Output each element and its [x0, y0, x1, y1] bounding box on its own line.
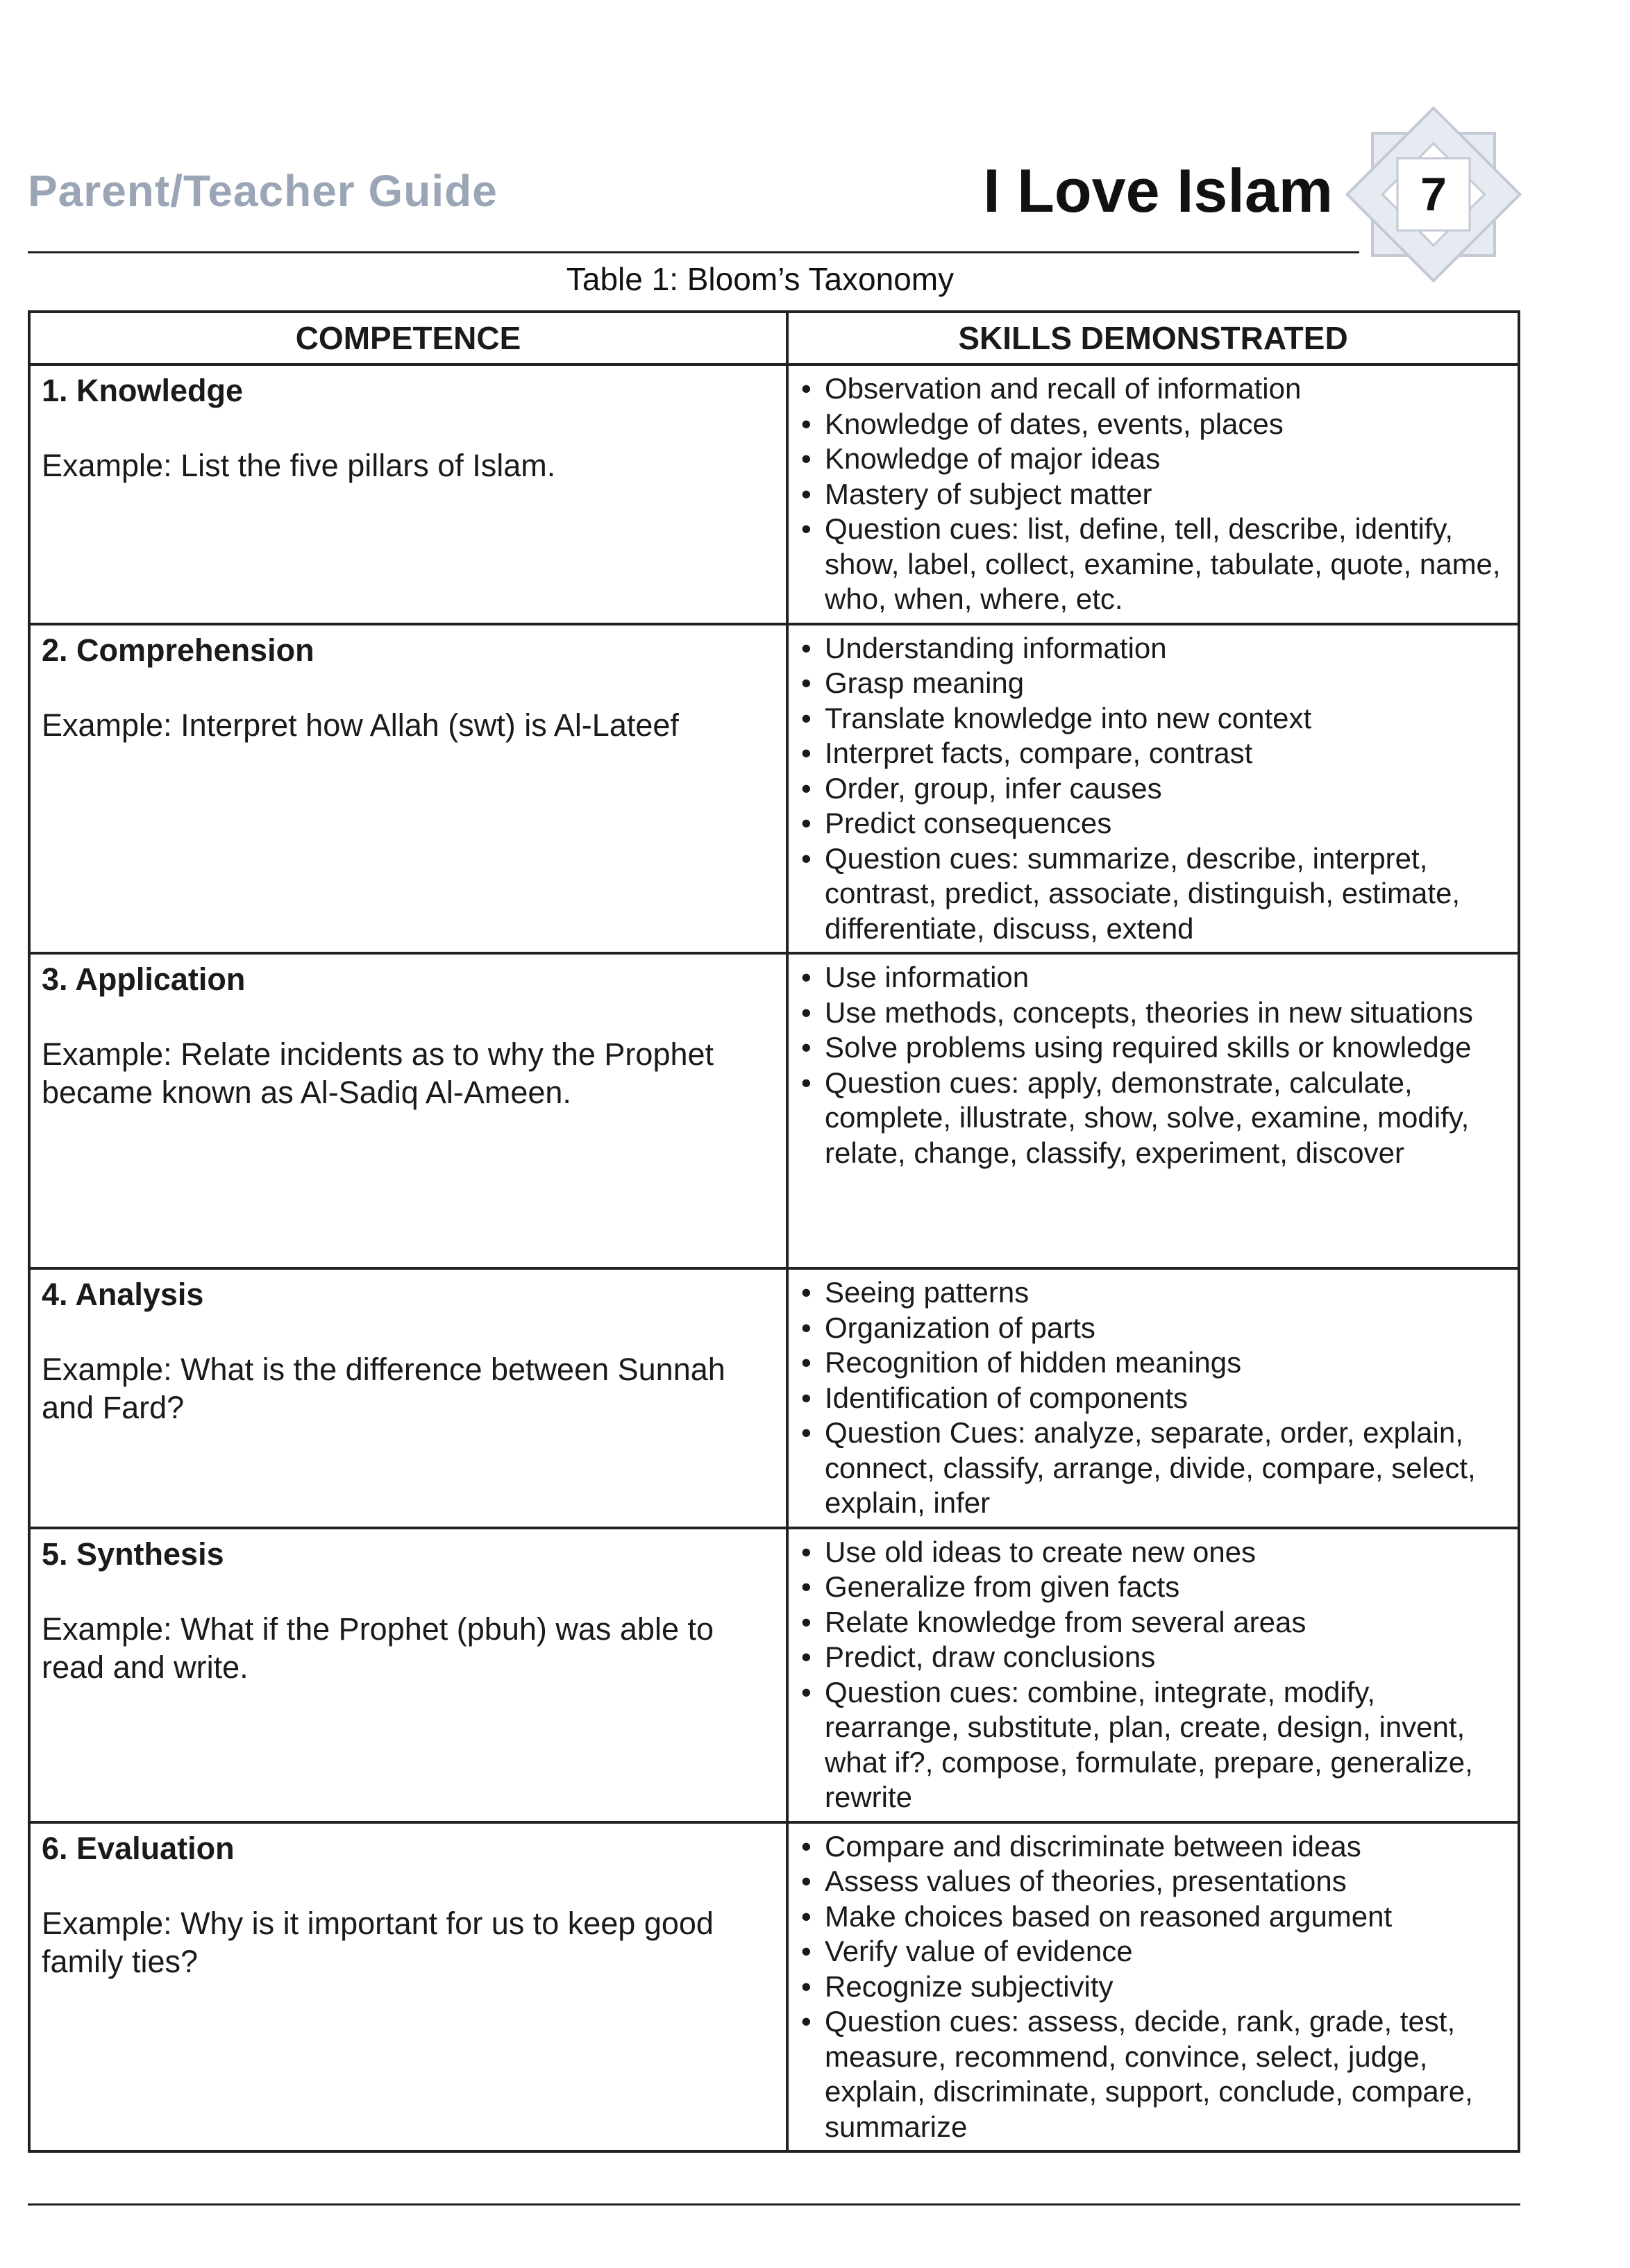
skill-text: Predict consequences: [825, 807, 1112, 839]
skill-item: [798, 1899, 1509, 1935]
skill-item: [798, 1969, 1509, 2005]
skill-text: Interpret facts, compare, contrast: [825, 737, 1253, 769]
skill-item: [798, 701, 1509, 737]
bullet-icon: •: [801, 1311, 812, 1344]
skill-item: [798, 477, 1509, 512]
bullet-icon: •: [801, 477, 812, 510]
bullet-icon: •: [801, 512, 812, 545]
bullet-icon: •: [801, 961, 812, 993]
competence-title: 4. Analysis: [42, 1277, 204, 1312]
footer-divider: [28, 2203, 1520, 2206]
bullet-icon: •: [801, 1031, 812, 1064]
skill-text: Question cues: combine, integrate, modify, rearrange, substitute, plan, create, design, invent, what if?, compose, formulate, prepare, generalize, rewrite: [825, 1675, 1473, 1813]
skill-item: [798, 1311, 1509, 1346]
skill-text: Question cues: apply, demonstrate, calculate, complete, illustrate, show, solve, examine, modify, relate, change, classify, experiment, discover: [825, 1066, 1470, 1169]
skill-text: Mastery of subject matter: [825, 477, 1152, 510]
skill-text: Observation and recall of information: [825, 372, 1302, 405]
skill-text: Recognize subjectivity: [825, 1969, 1114, 2003]
bullet-icon: •: [801, 1865, 812, 1897]
skill-item: [798, 1675, 1509, 1815]
skill-text: Seeing patterns: [825, 1276, 1030, 1309]
skill-text: Question Cues: analyze, separate, order, explain, connect, classify, arrange, divide, compare, select, explain, infer: [825, 1416, 1476, 1519]
bullet-icon: •: [801, 1570, 812, 1603]
skill-item: [798, 1605, 1509, 1640]
skill-text: Translate knowledge into new context: [825, 701, 1312, 734]
competence-cell: [29, 624, 787, 954]
bullet-icon: •: [801, 1675, 812, 1708]
skill-text: Question cues: summarize, describe, interpret, contrast, predict, associate, distinguish, estimate, differentiate, discuss, extend: [825, 841, 1461, 945]
skill-item: [798, 666, 1509, 701]
bullet-icon: •: [801, 1640, 812, 1673]
competence-example: Example: What is the difference between Sunnah and Fard?: [42, 1352, 725, 1425]
skill-item: [798, 960, 1509, 996]
bullet-icon: •: [801, 442, 812, 475]
bullet-icon: •: [801, 666, 812, 699]
skill-item: [798, 1275, 1509, 1311]
skill-item: [798, 736, 1509, 771]
bullet-icon: •: [801, 1935, 812, 1967]
skills-list: [798, 371, 1509, 617]
blooms-taxonomy-table: [28, 310, 1520, 2153]
skills-cell: [787, 624, 1519, 954]
table-row: [29, 1268, 1519, 1528]
skills-list: [798, 631, 1509, 947]
table-row: [29, 953, 1519, 1268]
bullet-icon: •: [801, 631, 812, 664]
table-row: [29, 364, 1519, 624]
skill-item: [798, 1345, 1509, 1381]
skill-text: Recognition of hidden meanings: [825, 1346, 1242, 1379]
skill-item: [798, 1030, 1509, 1066]
column-header-skills: SKILLS DEMONSTRATED: [787, 312, 1519, 364]
book-title: I Love Islam: [983, 156, 1333, 225]
skill-text: Relate knowledge from several areas: [825, 1605, 1306, 1638]
skill-item: [798, 1381, 1509, 1416]
skill-text: Compare and discriminate between ideas: [825, 1829, 1361, 1863]
competence-title: 3. Application: [42, 961, 246, 997]
skill-text: Grasp meaning: [825, 666, 1025, 699]
bullet-icon: •: [801, 1416, 812, 1449]
header-divider: [28, 251, 1359, 253]
skill-item: [798, 407, 1509, 442]
bullet-icon: •: [801, 2005, 812, 2038]
bullet-icon: •: [801, 407, 812, 440]
bullet-icon: •: [801, 372, 812, 405]
skill-item: [798, 1829, 1509, 1865]
skill-item: [798, 2004, 1509, 2144]
skill-text: Organization of parts: [825, 1311, 1095, 1344]
competence-cell: [29, 1528, 787, 1822]
skills-cell: [787, 1528, 1519, 1822]
skill-text: Knowledge of dates, events, places: [825, 407, 1284, 440]
skill-item: [798, 1640, 1509, 1675]
competence-cell: [29, 1822, 787, 2152]
bullet-icon: •: [801, 1066, 812, 1099]
skill-text: Verify value of evidence: [825, 1935, 1133, 1967]
competence-example: Example: What if the Prophet (pbuh) was able to read and write.: [42, 1611, 714, 1685]
table-row: [29, 1528, 1519, 1822]
skill-item: [798, 1570, 1509, 1605]
skill-text: Generalize from given facts: [825, 1570, 1180, 1603]
skill-text: Question cues: assess, decide, rank, grade, test, measure, recommend, convince, select, judge, explain, discriminate, support, conclude, compare, summarize: [825, 2005, 1473, 2143]
skill-item: [798, 442, 1509, 477]
skill-item: [798, 806, 1509, 841]
bullet-icon: •: [801, 701, 812, 734]
bullet-icon: •: [801, 1829, 812, 1863]
skill-text: Solve problems using required skills or knowledge: [825, 1031, 1472, 1064]
skill-text: Identification of components: [825, 1381, 1188, 1414]
skills-cell: [787, 364, 1519, 624]
bullet-icon: •: [801, 1276, 812, 1309]
skills-list: [798, 1535, 1509, 1815]
competence-example: Example: List the five pillars of Islam.: [42, 448, 556, 483]
skill-text: Understanding information: [825, 631, 1167, 664]
skills-list: [798, 1275, 1509, 1521]
skill-text: Assess values of theories, presentations: [825, 1865, 1347, 1897]
bullet-icon: •: [801, 1535, 812, 1568]
competence-cell: [29, 364, 787, 624]
bullet-icon: •: [801, 737, 812, 769]
competence-example: Example: Interpret how Allah (swt) is Al-Lateef: [42, 707, 679, 743]
bullet-icon: •: [801, 841, 812, 875]
bullet-icon: •: [801, 1899, 812, 1933]
skill-item: [798, 771, 1509, 807]
skill-item: [798, 996, 1509, 1031]
skill-text: Predict, draw conclusions: [825, 1640, 1156, 1673]
competence-example: Example: Why is it important for us to keep good family ties?: [42, 1905, 714, 1979]
skill-item: [798, 1864, 1509, 1899]
skills-cell: [787, 1268, 1519, 1528]
skill-item: [798, 841, 1509, 947]
bullet-icon: •: [801, 1346, 812, 1379]
skill-text: Use old ideas to create new ones: [825, 1535, 1257, 1568]
skill-text: Order, group, infer causes: [825, 771, 1162, 805]
table-row: [29, 624, 1519, 954]
bullet-icon: •: [801, 996, 812, 1029]
competence-title: 1. Knowledge: [42, 373, 244, 408]
skill-text: Use methods, concepts, theories in new situations: [825, 996, 1473, 1029]
bullet-icon: •: [801, 1605, 812, 1638]
bullet-icon: •: [801, 771, 812, 805]
skill-item: [798, 1416, 1509, 1521]
competence-title: 2. Comprehension: [42, 632, 314, 668]
skill-text: Use information: [825, 961, 1030, 993]
bullet-icon: •: [801, 1969, 812, 2003]
bullet-icon: •: [801, 807, 812, 839]
table-caption: Table 1: Bloom’s Taxonomy: [566, 261, 955, 297]
skill-item: [798, 512, 1509, 617]
column-header-competence: COMPETENCE: [29, 312, 787, 364]
skill-item: [798, 1934, 1509, 1969]
skills-cell: [787, 1822, 1519, 2152]
competence-cell: [29, 953, 787, 1268]
guide-title: Parent/Teacher Guide: [28, 166, 498, 216]
skills-list: [798, 960, 1509, 1170]
skill-text: Make choices based on reasoned argument: [825, 1899, 1393, 1933]
table-row: [29, 1822, 1519, 2152]
competence-title: 6. Evaluation: [42, 1830, 235, 1866]
competence-title: 5. Synthesis: [42, 1536, 224, 1572]
bullet-icon: •: [801, 1381, 812, 1414]
skill-text: Knowledge of major ideas: [825, 442, 1161, 475]
skill-item: [798, 1066, 1509, 1171]
skill-item: [798, 631, 1509, 666]
page-number: 7: [1420, 168, 1447, 221]
skill-text: Question cues: list, define, tell, describe, identify, show, label, collect, examine, tabulate, quote, name, who, when, where, etc.: [825, 512, 1501, 615]
skills-list: [798, 1829, 1509, 2145]
competence-cell: [29, 1268, 787, 1528]
skill-item: [798, 371, 1509, 407]
skill-item: [798, 1535, 1509, 1570]
competence-example: Example: Relate incidents as to why the Prophet became known as Al-Sadiq Al-Ameen.: [42, 1036, 714, 1110]
skills-cell: [787, 953, 1519, 1268]
